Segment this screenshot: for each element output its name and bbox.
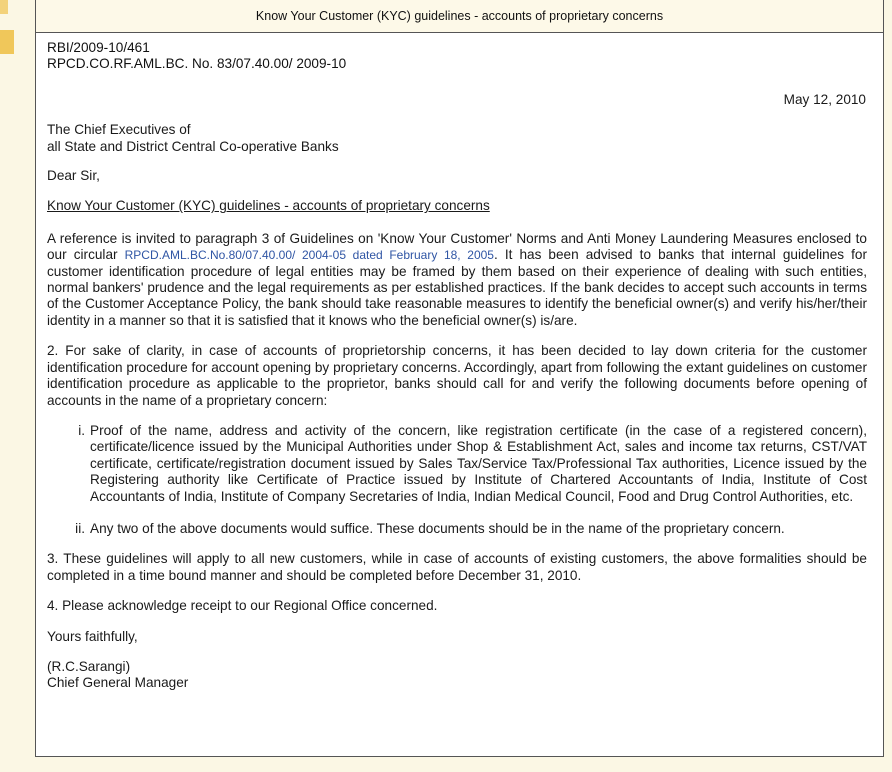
addressee-line: all State and District Central Co-operative Banks [47,138,339,154]
circular-number: RPCD.CO.RF.AML.BC. No. 83/07.40.00/ 2009-10 [47,56,347,72]
reference-number: RBI/2009-10/461 [47,40,150,55]
reference-block [47,40,867,73]
list-item-text: Any two of the above documents would suffice. These documents should be in the name of the proprietary concern. [90,520,785,536]
paragraph-1-text: A reference is invited to paragraph 3 of Guidelines on 'Know Your Customer' Norms and Anti Money Laundering Measures enclosed to our circular [47,230,867,263]
list-item [47,521,867,537]
paragraph-3: 3. These guidelines will apply to all new customers, while in case of accounts of existing customers, the above formalities should be completed in a time bound manner and should be completed before December 31, 2010. [47,551,867,583]
list-item-marker: ii. [75,520,85,536]
salutation: Dear Sir, [47,168,100,184]
document-title-bar [36,0,883,33]
closing: Yours faithfully, [47,628,138,644]
list-item-text: Proof of the name, address and activity of the concern, like registration certificate (in the case of a registered concern), certificate/licence issued by the Municipal Authorities under Shop & Establishment Act, sales and income tax returns, CST/VAT certificate, certificate/registration document issued by Sales Tax/Service Tax/Professional Tax authorities, Licence issued by the Registering authority like Certificate of Practice issued by Institute of Chartered Accountants of India, Institute of Cost Accountants of India, Institute of Company Secretaries of India, Indian Medical Council, Food and Drug Control Authorities, etc. [90,422,867,504]
list-item-marker: i. [78,422,85,438]
left-margin-marker [0,0,8,14]
paragraph-2: 2. For sake of clarity, in case of accounts of proprietorship concerns, it has been decided to lay down criteria for the customer identification procedure for account opening by proprietary concerns. Accordingly, apart from following the extant guidelines on customer identification procedure as applicable to the proprietor, banks should call for and verify the following documents before opening of accounts in the name of a proprietary concern: [47,343,867,408]
document-body [36,33,883,692]
addressee-block [47,122,867,155]
subject-heading: Know Your Customer (KYC) guidelines - accounts of proprietary concerns [47,198,490,214]
addressee-line: The Chief Executives of [47,122,191,138]
paragraph-1-text: . It has been advised to banks that internal guidelines for customer identification procedure of legal entities may be framed by them based on their experience of dealing with such entities, normal bankers' prudence and the legal requirements as per established practices. If the bank decides to accept such accounts in terms of the Customer Acceptance Policy, the bank should take reasonable measures to identify the beneficial owner(s) and verify his/her/their identity in a manner so that it is satisfied that it knows who the beneficial owner(s) is/are. [47,247,867,328]
required-documents-list [47,423,867,537]
list-item [47,423,867,505]
document-title: Know Your Customer (KYC) guidelines - accounts of proprietary concerns [255,9,664,23]
signatory-designation: Chief General Manager [47,675,189,691]
circular-document [35,0,884,757]
signatory-name: (R.C.Sarangi) [47,658,131,674]
left-margin-marker [0,30,14,54]
paragraph-4: 4. Please acknowledge receipt to our Regional Office concerned. [47,598,438,614]
referenced-circular-link[interactable]: RPCD.AML.BC.No.80/07.40.00/ 2004-05 dated February 18, 2005 [124,248,494,263]
paragraph-1 [47,231,867,329]
circular-date: May 12, 2010 [783,91,866,107]
